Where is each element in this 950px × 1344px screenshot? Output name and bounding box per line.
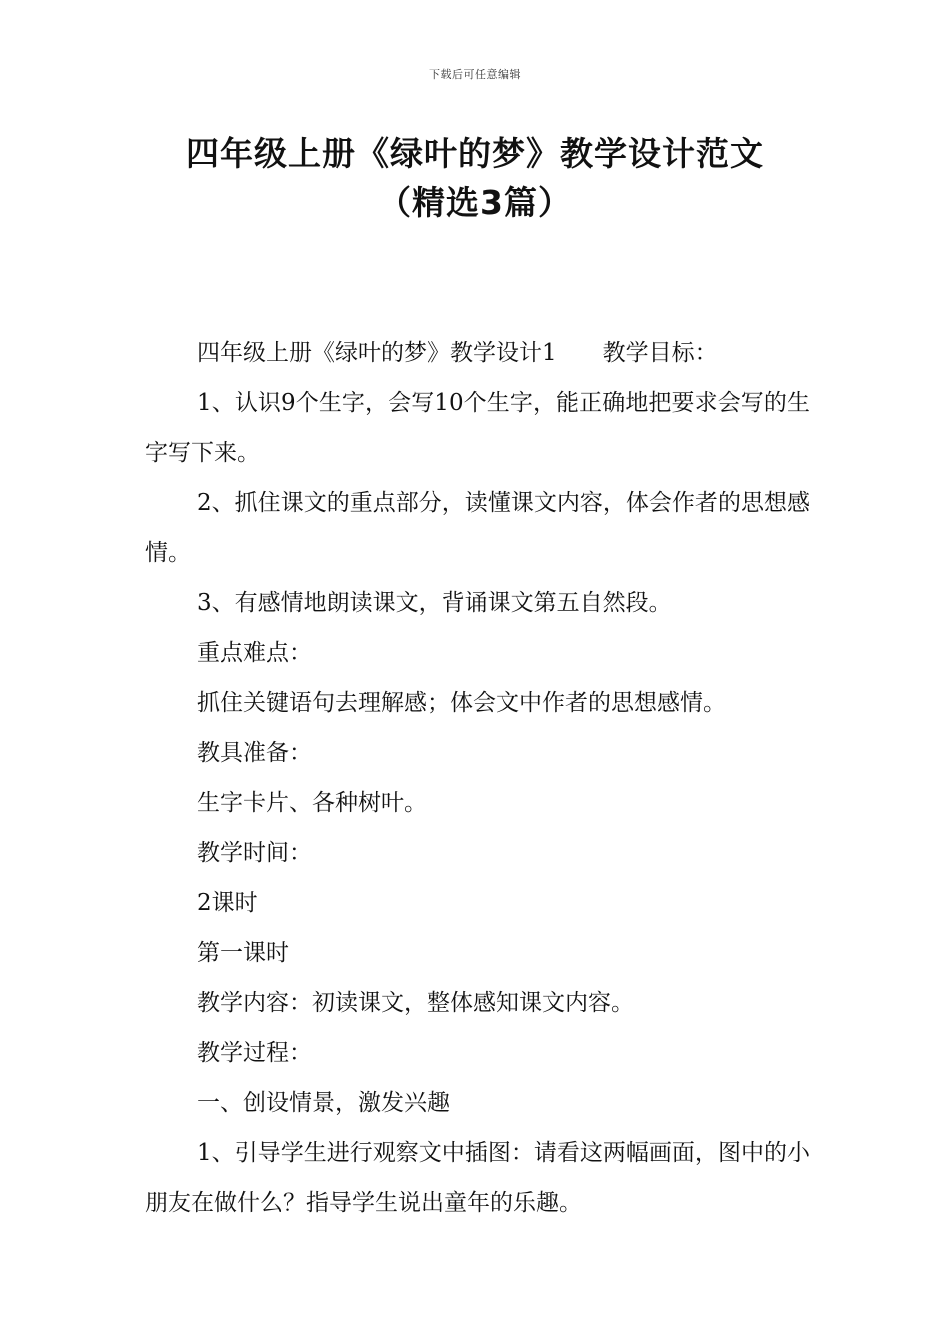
step-one-heading: 一、创设情景，激发兴趣 (197, 1090, 450, 1116)
document-title: 四年级上册《绿叶的梦》教学设计范文 (186, 134, 764, 173)
materials-text: 生字卡片、各种树叶。 (197, 790, 427, 816)
goal-item-3: 3、有感情地朗读课文，背诵课文第五自然段。 (197, 590, 672, 616)
intro-paragraph (145, 328, 810, 378)
document-body (145, 328, 810, 1228)
time-text: 2课时 (197, 890, 258, 916)
lesson-content-text: 教学内容：初读课文，整体感知课文内容。 (197, 990, 634, 1016)
header-note: 下载后可任意编辑 (429, 68, 521, 81)
key-points-heading: 重点难点： (197, 640, 312, 666)
section-title: 四年级上册《绿叶的梦》教学设计1 (197, 340, 557, 366)
goals-heading: 教学目标： (602, 340, 718, 366)
lesson-one-heading: 第一课时 (197, 940, 289, 966)
process-heading: 教学过程： (197, 1040, 312, 1066)
document-subtitle: （精选3篇） (378, 183, 572, 222)
goal-item-2: 2、抓住课文的重点部分，读懂课文内容，体会作者的思想感情。 (145, 490, 810, 566)
key-points-text: 抓住关键语句去理解感；体会文中作者的思想感情。 (197, 690, 726, 716)
step-one-item-1: 1、引导学生进行观察文中插图：请看这两幅画面，图中的小朋友在做什么？指导学生说出童年的乐趣。 (145, 1140, 810, 1216)
time-heading: 教学时间： (197, 840, 312, 866)
materials-heading: 教具准备： (197, 740, 312, 766)
goal-item-1: 1、认识9个生字，会写10个生字，能正确地把要求会写的生字写下来。 (145, 390, 810, 466)
